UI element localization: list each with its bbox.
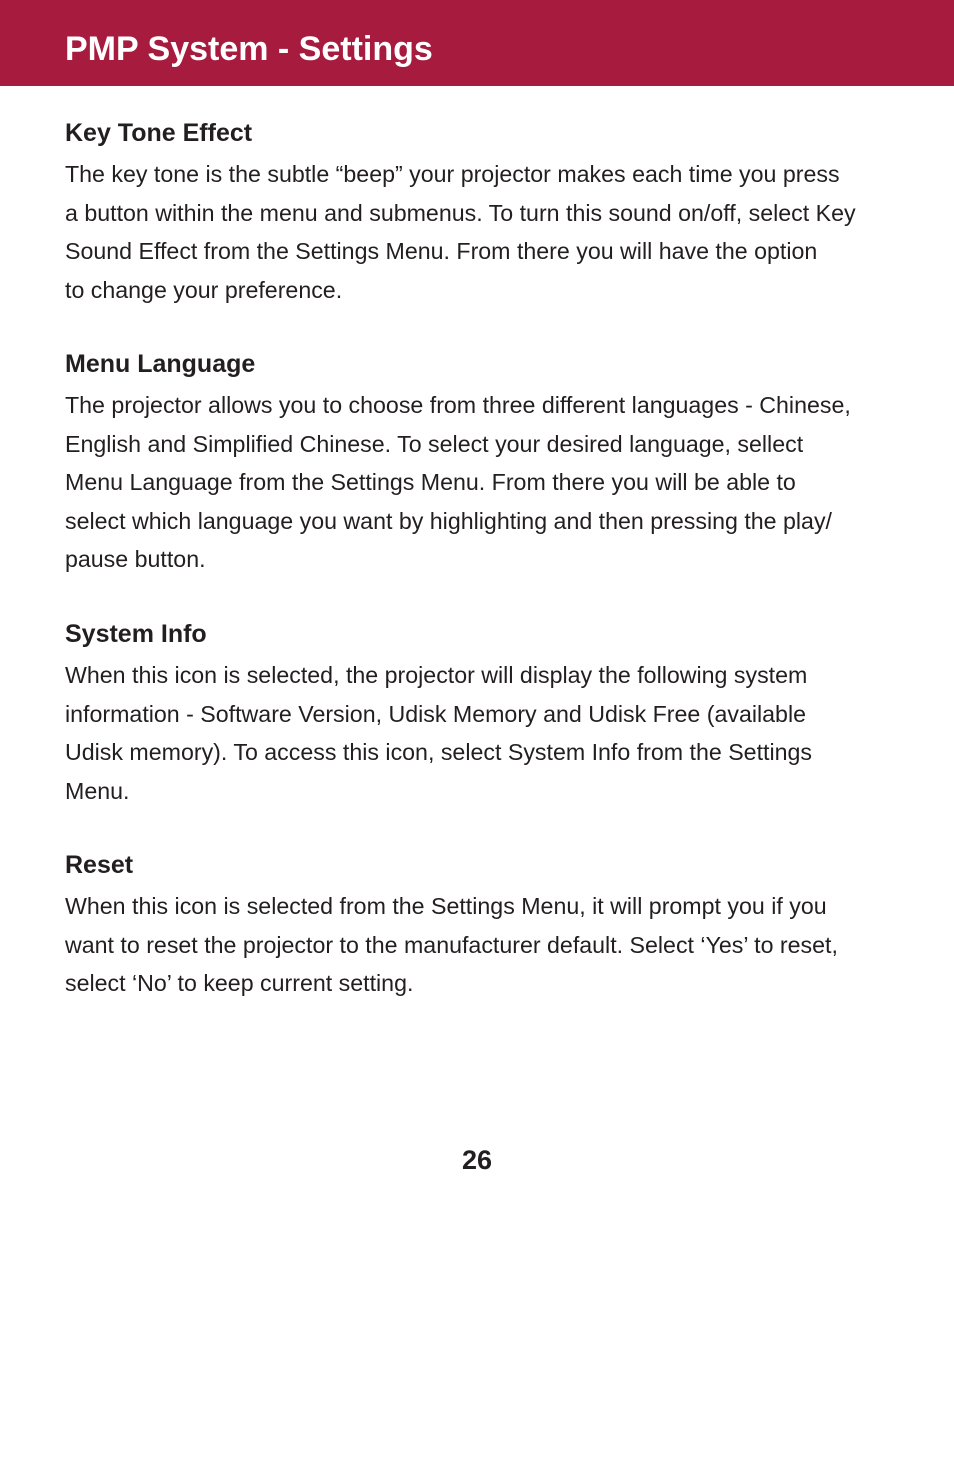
body-line: to change your preference.: [65, 276, 343, 303]
section-system-info: [65, 617, 905, 810]
page-header-banner: [0, 0, 954, 86]
body-line: The key tone is the subtle “beep” your projector makes each time you press: [65, 161, 840, 187]
body-line: When this icon is selected from the Settings Menu, it will prompt you if you: [65, 893, 827, 919]
body-line: Menu.: [65, 777, 130, 804]
body-line: The projector allows you to choose from three different languages - Chinese,: [65, 392, 851, 418]
section-reset: [65, 848, 905, 1003]
section-body: [65, 887, 905, 1003]
section-heading: Menu Language: [65, 350, 256, 378]
body-line: information - Software Version, Udisk Memory and Udisk Free (available: [65, 700, 807, 727]
body-line: Sound Effect from the Settings Menu. From there you will have the option: [65, 238, 818, 265]
section-menu-language: [65, 347, 905, 579]
section-key-tone-effect: [65, 116, 905, 309]
body-line: English and Simplified Chinese. To select your desired language, sellect: [65, 430, 804, 457]
body-line: Udisk memory). To access this icon, select System Info from the Settings: [65, 739, 812, 766]
body-line: select which language you want by highlighting and then pressing the play/: [65, 507, 832, 534]
section-heading: Reset: [65, 851, 134, 879]
page-title: PMP System - Settings: [65, 30, 433, 68]
body-line: When this icon is selected, the projector will display the following system: [65, 662, 808, 688]
section-heading: System Info: [65, 620, 207, 648]
body-line: pause button.: [65, 546, 206, 573]
body-line: want to reset the projector to the manufacturer default. Select ‘Yes’ to reset,: [65, 931, 838, 958]
body-line: a button within the menu and submenus. To turn this sound on/off, select Key: [65, 199, 856, 226]
section-body: [65, 155, 905, 309]
body-line: select ‘No’ to keep current setting.: [65, 970, 414, 997]
page-number: 26: [461, 1145, 493, 1175]
section-body: [65, 656, 905, 810]
body-line: Menu Language from the Settings Menu. From there you will be able to: [65, 469, 796, 496]
section-heading: Key Tone Effect: [65, 119, 253, 147]
section-body: [65, 386, 905, 579]
